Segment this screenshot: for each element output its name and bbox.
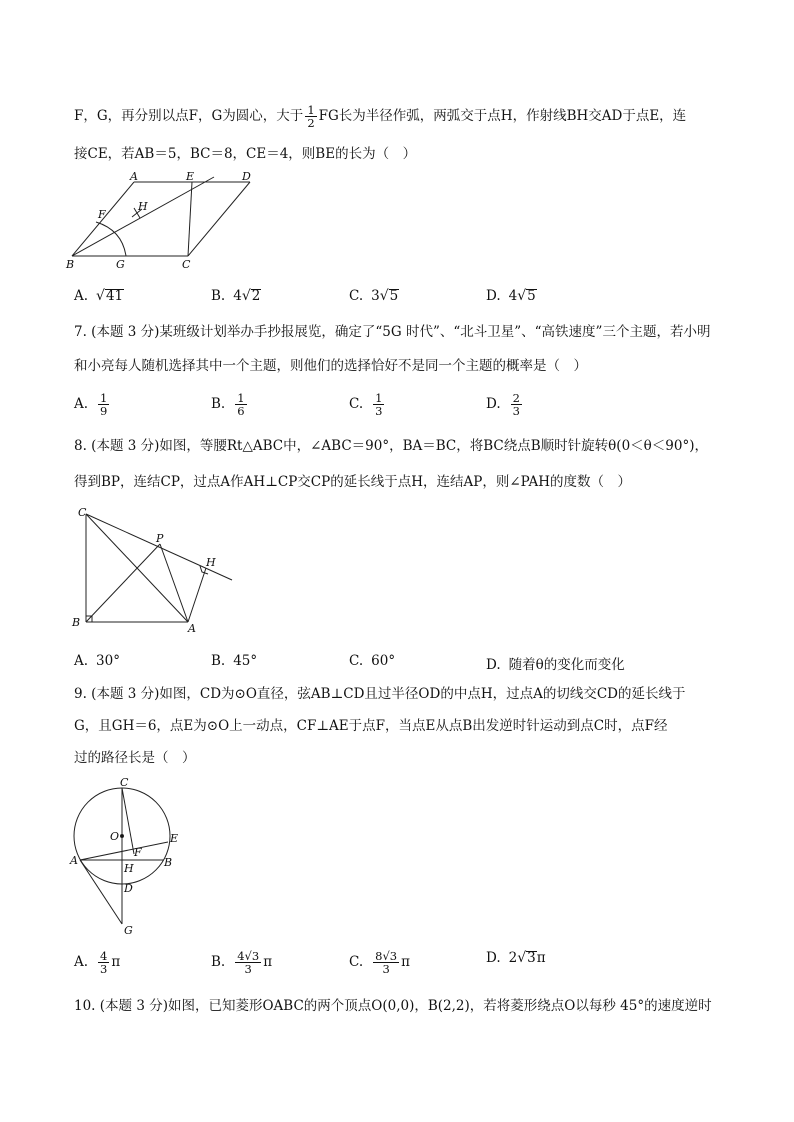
q9-label-c: C	[120, 776, 129, 789]
q8-option-c[interactable]: C. 60°	[349, 653, 396, 669]
q6-label-c: C	[182, 258, 191, 271]
q6-parallelogram-figure	[64, 172, 264, 272]
q6-options	[74, 288, 734, 312]
q8-option-b[interactable]: B. 45°	[211, 653, 258, 669]
q7-option-d[interactable]: D. $\frac{2}{3}$	[486, 391, 520, 418]
q7-options	[74, 392, 734, 416]
q6-label-e: E	[186, 172, 195, 183]
q8-option-d[interactable]: D. 随着θ的变化而变化	[486, 657, 625, 673]
q8-triangle-figure	[64, 504, 244, 634]
q9-label-o: O	[110, 830, 120, 843]
q6-label-f: F	[98, 208, 106, 221]
q6-label-a: A	[130, 172, 138, 183]
q6-label-d: D	[242, 172, 251, 183]
q9-circle-figure	[64, 776, 194, 936]
q7-line1: 7. (本题 3 分)某班级计划举办手抄报展览，确定了“5G 时代”、“北斗卫星”、“高铁速度”三个主题，若小明	[74, 324, 711, 340]
q9-label-b: B	[164, 856, 173, 869]
q6-label-b: B	[66, 258, 75, 271]
q9-option-d[interactable]: D. 2√3π	[486, 950, 546, 966]
q9-option-c[interactable]: C. $\frac{8√3}{3}$ π	[349, 949, 410, 976]
q6-fraction: $\frac{1}{2}$	[307, 103, 315, 130]
q9-line2: G，且GH＝6，点E为⊙O上一动点，CF⊥AE于点F，当点E从点B出发逆时针运动到点C时，点F经	[74, 718, 668, 734]
q6-label-g: G	[116, 258, 125, 271]
q9-label-d: D	[124, 882, 133, 895]
q7-option-b[interactable]: B. $\frac{1}{6}$	[211, 391, 245, 418]
q9-line3: 过的路径长是（ ）	[74, 750, 196, 766]
q9-label-a: A	[70, 854, 78, 867]
q9-line1: 9. (本题 3 分)如图，CD为⊙O直径，弦AB⊥CD且过半径OD的中点H，过点A的切线交CD的延长线于	[74, 686, 686, 702]
q9-option-a[interactable]: A. $\frac{4}{3}$ π	[74, 949, 121, 976]
q8-label-p: P	[156, 532, 164, 545]
q9-options	[74, 950, 734, 974]
q6-option-a[interactable]: A. √41	[74, 288, 124, 304]
q9-label-f: F	[134, 846, 142, 859]
q9-label-g: G	[124, 924, 133, 936]
q9-option-b[interactable]: B. $\frac{4√3}{3}$ π	[211, 949, 273, 976]
q9-label-e: E	[170, 832, 179, 845]
q8-line2: 得到BP，连结CP，过点A作AH⊥CP交CP的延长线于点H，连结AP，则∠PAH的度数（ ）	[74, 474, 631, 490]
q7-line2: 和小亮每人随机选择其中一个主题，则他们的选择恰好不是同一个主题的概率是（ ）	[74, 358, 587, 374]
q8-line1: 8. (本题 3 分)如图，等腰Rt△ABC中，∠ABC＝90°，BA＝BC，将BC绕点B顺时针旋转θ(0＜θ＜90°)，	[74, 438, 708, 454]
q10-line1: 10. (本题 3 分)如图，已知菱形OABC的两个顶点O(0,0)，B(2,2)，若将菱形绕点O以每秒 45°的速度逆时	[74, 998, 712, 1014]
q6-label-h: H	[138, 200, 148, 213]
q9-label-h: H	[124, 862, 134, 875]
q8-label-b: B	[72, 616, 81, 629]
q8-option-a[interactable]: A. 30°	[74, 653, 120, 669]
q7-option-c[interactable]: C. $\frac{1}{3}$	[349, 391, 383, 418]
q6-option-b[interactable]: B. 4√2	[211, 288, 261, 304]
q6-line2: 接CE，若AB＝5，BC＝8，CE＝4，则BE的长为（ ）	[74, 146, 417, 162]
q8-label-h: H	[206, 556, 216, 569]
q6-option-d[interactable]: D. 4√5	[486, 288, 536, 304]
q8-options	[74, 653, 734, 677]
q6-option-c[interactable]: C. 3√5	[349, 288, 399, 304]
q7-option-a[interactable]: A. $\frac{1}{9}$	[74, 391, 108, 418]
q6-line1: F，G，再分别以点F，G为圆心，大于 $\frac{1}{2}$ FG长为半径作弧，两弧交于点H，作射线BH交AD于点E，连	[74, 103, 687, 130]
q8-label-a: A	[188, 622, 196, 634]
q8-label-c: C	[78, 506, 87, 519]
